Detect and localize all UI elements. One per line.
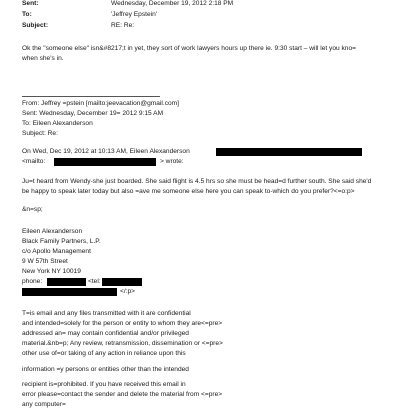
quoted-body-line-1: Ju=t heard from Wendy-she just boarded. She said flight is 4.5 hrs so she must be head=d further south. She said she'd bbox=[22, 178, 372, 185]
disclaimer-line-8: error please=contact the sender and delete the material from <=pre> bbox=[22, 391, 223, 398]
signature-city: New York NY 10019 bbox=[22, 268, 81, 275]
phone-label: phone: bbox=[22, 278, 43, 285]
disclaimer-line-4: material.&nb=p; Any review, retransmission, dissemination or <=pre> bbox=[22, 340, 223, 347]
sent-value: Wednesday, December 19, 2012 2:18 PM bbox=[111, 0, 234, 7]
quoted-intro-mailto: <mailto: bbox=[22, 158, 46, 165]
redaction-bar bbox=[54, 158, 156, 166]
forwarded-subject: Subject: Re: bbox=[22, 130, 58, 137]
signature-care-of: c/o Apollo Management bbox=[22, 248, 91, 255]
subject-value: RE: Re: bbox=[111, 22, 135, 29]
separator-rule bbox=[22, 96, 160, 97]
redaction-bar bbox=[102, 278, 142, 286]
signature-company: Black Family Partners, L.P. bbox=[22, 238, 101, 245]
disclaimer-line-9: any computer= bbox=[22, 401, 66, 408]
forwarded-from: From: Jeffrey =pstein [mailto:jeevacation@gmail.com] bbox=[22, 100, 180, 107]
redaction-bar bbox=[47, 278, 86, 286]
to-label: To: bbox=[22, 11, 32, 18]
disclaimer-line-5: other use of=or taking of any action in reliance upon this bbox=[22, 350, 186, 357]
email-end: </:p> bbox=[120, 288, 136, 295]
quoted-body-line-2: be happy to speak later today but also =ave me someone else here you can speak to-which do you prefer?<=o:p> bbox=[22, 188, 355, 195]
quoted-intro-line-1: On Wed, Dec 19, 2012 at 10:13 AM, Eileen Alexanderson bbox=[22, 148, 190, 155]
forwarded-sent: Sent: Wednesday, December 19= 2012 9:15 AM bbox=[22, 110, 164, 117]
redaction-bar bbox=[216, 148, 362, 156]
signature-street: 9 W 57th Street bbox=[22, 258, 68, 265]
subject-label: Subject: bbox=[22, 22, 49, 29]
to-value: 'Jeffrey Epstein' bbox=[111, 11, 158, 18]
disclaimer-line-7: recipient is=prohibited. If you have received this email in bbox=[22, 381, 186, 388]
nbsp-line: &n=sp; bbox=[22, 206, 43, 213]
disclaimer-line-1: T=is email and any files transmitted with it are confidential bbox=[22, 310, 191, 317]
quoted-intro-wrote: > wrote: bbox=[160, 158, 184, 165]
reply-line-2: when she's in. bbox=[22, 55, 64, 62]
disclaimer-line-6: information =y persons or entities other than the intended bbox=[22, 366, 189, 373]
forwarded-to: To: Eileen Alexanderson bbox=[22, 120, 93, 127]
signature-name: Eileen Alexanderson bbox=[22, 228, 83, 235]
sent-label: Sent: bbox=[22, 0, 39, 7]
disclaimer-line-3: addressed an= may contain confidential and/or privileged bbox=[22, 330, 189, 337]
reply-line-1: Ok the "someone else" isn&#8217;t in yet, they sort of work lawyers hours up there ie. 9:30 start – will let you kno= bbox=[22, 45, 356, 52]
disclaimer-line-2: and intended=solely for the person or entity to whom they are<=pre> bbox=[22, 320, 223, 327]
redaction-bar bbox=[22, 288, 117, 296]
tel-label: <tel: bbox=[88, 278, 101, 285]
